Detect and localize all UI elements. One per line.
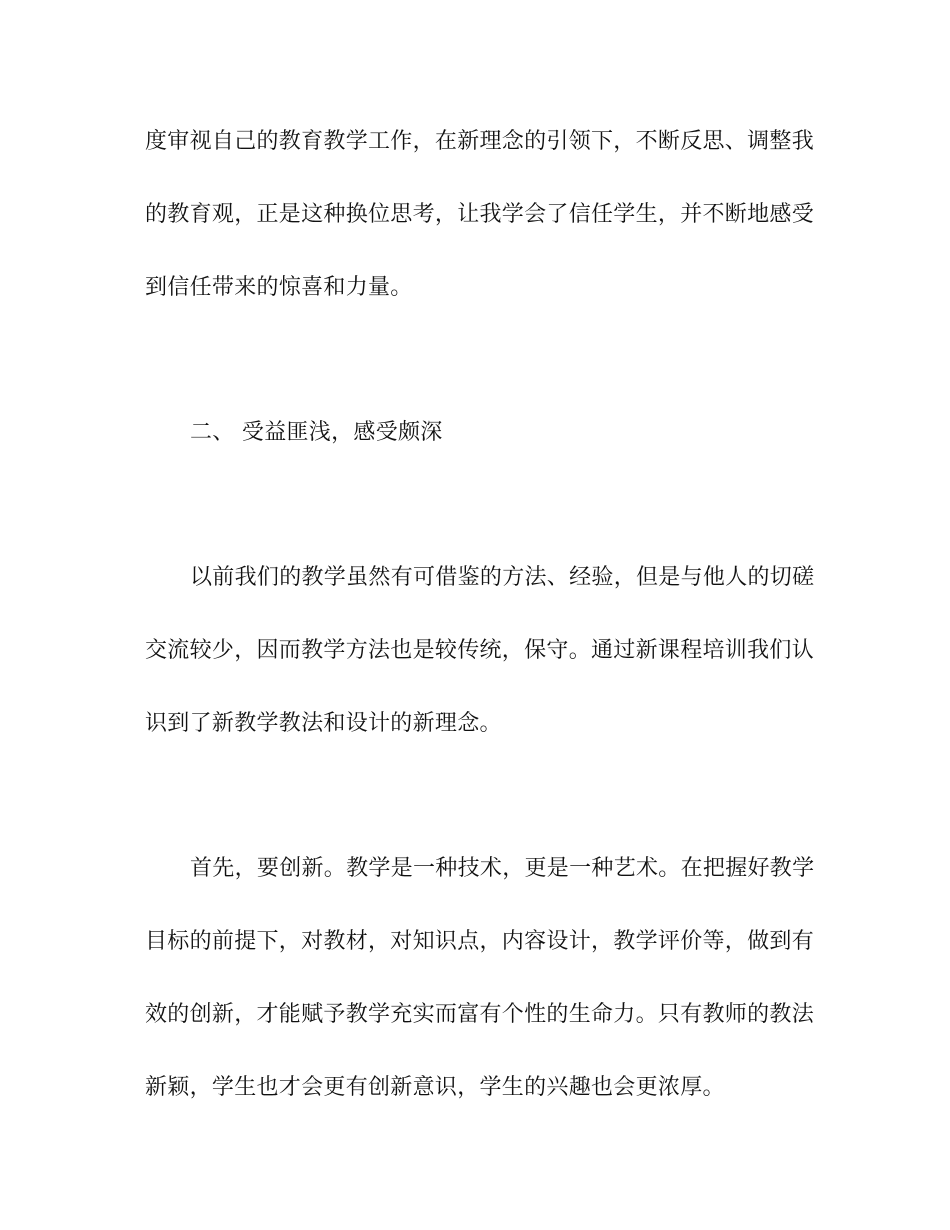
paragraph-1-line-3: 到信任带来的惊喜和力量。 <box>145 275 413 300</box>
paragraph-2-line-2: 交流较少，因而教学方法也是较传统，保守。通过新课程培训我们认 <box>145 638 815 663</box>
paragraph-1-line-1: 度审视自己的教育教学工作，在新理念的引领下，不断反思、调整我 <box>145 129 815 154</box>
section-heading: 二、 受益匪浅，感受颇深 <box>190 420 443 445</box>
paragraph-3-line-4: 新颖，学生也才会更有创新意识，学生的兴趣也会更浓厚。 <box>145 1075 725 1100</box>
paragraph-2-line-1: 以前我们的教学虽然有可借鉴的方法、经验，但是与他人的切磋 <box>190 565 815 590</box>
paragraph-3-line-2: 目标的前提下，对教材，对知识点，内容设计，教学评价等，做到有 <box>145 929 815 954</box>
paragraph-2-line-3: 识到了新教学教法和设计的新理念。 <box>145 711 502 736</box>
paragraph-3-line-1: 首先，要创新。教学是一种技术，更是一种艺术。在把握好教学 <box>190 856 815 881</box>
paragraph-1-line-2: 的教育观，正是这种换位思考，让我学会了信任学生，并不断地感受 <box>145 202 815 227</box>
paragraph-3-line-3: 效的创新，才能赋予教学充实而富有个性的生命力。只有教师的教法 <box>145 1002 815 1027</box>
